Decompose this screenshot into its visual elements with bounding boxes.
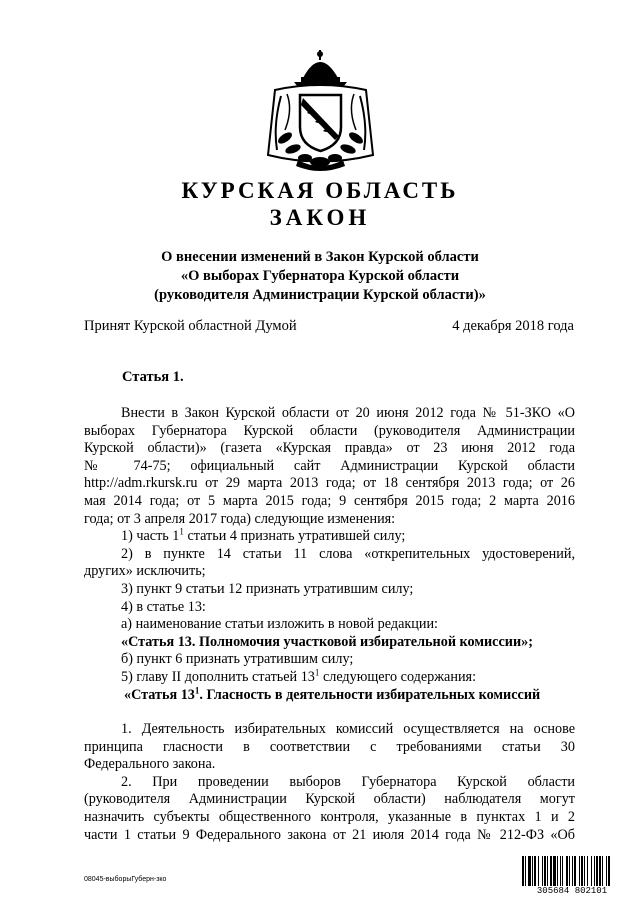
- adoption-date: 4 декабря 2018 года: [452, 318, 574, 334]
- paragraph-2-line: 2. При проведении выборов Губернатора Курской области: [121, 773, 575, 790]
- adoption-line: [84, 318, 574, 335]
- amendment-item-3: 3) пункт 9 статьи 12 признать утратившим силу;: [121, 580, 414, 597]
- intro-line: года; от 3 апреля 2017 года) следующие изменения:: [84, 510, 396, 527]
- intro-line: Внести в Закон Курской области от 20 июня 2012 года № 51-ЗКО «О: [121, 405, 575, 421]
- amendment-item-4: 4) в статье 13:: [121, 598, 206, 615]
- amendment-item-5: 5) главу II дополнить статьей $13^1$ следующего содержания:: [121, 667, 477, 685]
- paragraph-2-line: назначить субъекты общественного контроля, указанные в пунктах 1 и 2: [84, 809, 575, 826]
- article-heading: Статья 1.: [122, 369, 184, 385]
- intro-line: http://adm.rkursk.ru от 29 марта 2013 года; от 18 сентября 2013 года; от 26: [84, 475, 575, 492]
- adopted-by: Принят Курской областной Думой: [84, 318, 297, 334]
- paragraph-1-line: 1. Деятельность избирательных комиссий осуществляется на основе: [121, 721, 575, 738]
- intro-line: Курской области)» (газета «Курская правда» от 23 июня 2012 года: [84, 440, 575, 457]
- law-title: [0, 248, 640, 305]
- paragraph-1-line: Федерального закона.: [84, 756, 216, 773]
- law-title-line: О внесении изменений в Закон Курской области: [161, 249, 479, 265]
- intro-line: мая 2014 года; от 5 марта 2015 года; 9 сентября 2015 года; 2 марта 2016: [84, 492, 575, 509]
- barcode: [522, 856, 622, 896]
- new-article-13-1-title: «Статья $13^1$. Гласность в деятельности избирательных комиссий: [124, 684, 541, 703]
- barcode-bars: [522, 856, 622, 886]
- region-heading: КУРСКАЯ ОБЛАСТЬ: [181, 178, 459, 203]
- paragraph-2-line: (руководителя Администрации Курской области) наблюдателя могут: [84, 791, 575, 808]
- amendment-item-2: 2) в пункте 14 статьи 11 слова «открепительных удостоверений,: [121, 545, 575, 562]
- new-article-13-title: «Статья 13. Полномочия участковой избирательной комиссии»;: [121, 633, 533, 650]
- barcode-number: 305684 802101: [536, 886, 608, 896]
- intro-line: выборах Губернатора Курской области (руководителя Администрации: [84, 422, 575, 439]
- document-type-heading: ЗАКОН: [269, 205, 371, 230]
- intro-line: № 74-75; официальный сайт Администрации Курской области: [84, 457, 575, 474]
- amendment-item-1: 1) часть $1^1$ статьи 4 признать утратившей силу;: [121, 526, 406, 545]
- amendment-item-2-cont: других» исключить;: [84, 563, 206, 580]
- paragraph-1-line: принципа гласности в соответствии с требованиями статьи 30: [84, 738, 575, 755]
- file-code: 08045-выборыГуберн-зко: [84, 876, 167, 883]
- law-title-line: «О выборах Губернатора Курской области: [180, 268, 460, 284]
- amendment-item-4b: б) пункт 6 признать утратившим силу;: [121, 651, 354, 668]
- coat-of-arms-icon: [263, 50, 378, 175]
- law-title-line: (руководителя Администрации Курской области)»: [154, 287, 486, 303]
- paragraph-2-line: части 1 статьи 9 Федерального закона от 21 июля 2014 года № 212-ФЗ «Об: [84, 826, 575, 843]
- amendment-item-4a: а) наименование статьи изложить в новой редакции:: [121, 616, 438, 633]
- article-body: [84, 405, 575, 844]
- barcode-bar: [610, 856, 611, 886]
